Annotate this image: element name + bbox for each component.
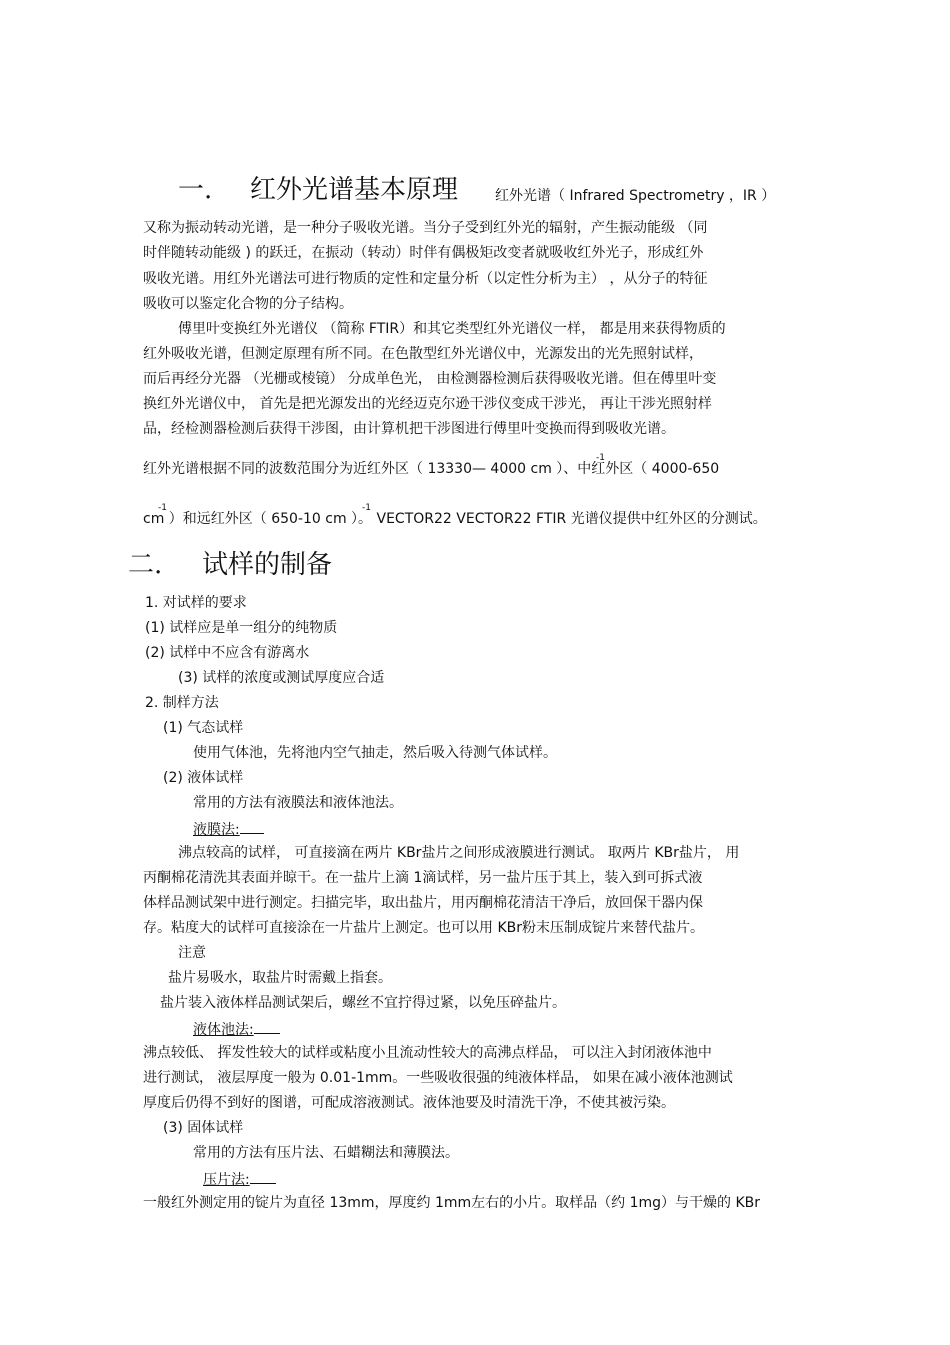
paragraph-line: 存。粘度大的试样可直接涂在一片盐片上测定。也可以用 KBr粉末压制成锭片来替代盐片。 <box>143 920 704 936</box>
paragraph-line: 进行测试， 液层厚度一般为 0.01-1mm。一些吸收很强的纯液体样品， 如果在减小液体池测试 <box>143 1070 733 1086</box>
paragraph-line: 吸收可以鉴定化合物的分子结构。 <box>143 296 353 312</box>
list-item: (2) 液体试样 <box>163 770 244 786</box>
paragraph-line: 傅里叶变换红外光谱仪 （简称 FTIR）和其它类型红外光谱仪一样， 都是用来获得物质的 <box>178 321 726 337</box>
note-item: 盐片装入液体样品测试架后，螺丝不宜拧得过紧，以免压碎盐片。 <box>160 995 566 1011</box>
superscript: -1 <box>596 453 605 463</box>
liquid-cell-label: 液体池法: <box>193 1022 254 1038</box>
list-item: (1) 试样应是单一组分的纯物质 <box>145 620 338 636</box>
section2-number: 二. <box>128 550 163 580</box>
paragraph-line: 一般红外测定用的锭片为直径 13mm，厚度约 1mm左右的小片。取样品（约 1mg）与干燥的 KBr <box>143 1195 761 1211</box>
paragraph-line: 换红外光谱仪中， 首先是把光源发出的光经迈克尔逊干涉仪变成干涉光， 再让干涉光照射样 <box>143 396 712 412</box>
list-item: (3) 试样的浓度或测试厚度应合适 <box>178 670 385 686</box>
paragraph-line: 沸点较高的试样， 可直接滴在两片 KBr盐片之间形成液膜进行测试。 取两片 KBr盐片， 用 <box>178 845 740 861</box>
paragraph-line: 沸点较低、 挥发性较大的试样或粘度小且流动性较大的高沸点样品， 可以注入封闭液体池中 <box>143 1045 712 1061</box>
list-item: 常用的方法有压片法、石蜡糊法和薄膜法。 <box>193 1145 459 1161</box>
list-item: 2. 制样方法 <box>145 695 219 711</box>
list-item: 常用的方法有液膜法和液体池法。 <box>193 795 403 811</box>
liquid-film-heading <box>193 819 264 839</box>
list-item: (1) 气态试样 <box>163 720 244 736</box>
paragraph-line: 丙酮棉花清洗其表面并晾干。在一盐片上滴 1滴试样，另一盐片压于其上，装入到可拆式液 <box>143 870 703 886</box>
pellet-label: 压片法: <box>203 1172 250 1188</box>
note-label: 注意 <box>178 945 206 961</box>
list-item: 使用气体池，先将池内空气抽走，然后吸入待测气体试样。 <box>193 745 557 761</box>
underline-pad <box>240 819 264 834</box>
paragraph-line: 红外吸收光谱，但测定原理有所不同。在色散型红外光谱仪中，光源发出的光先照射试样， <box>143 346 703 362</box>
list-item: (3) 固体试样 <box>163 1120 244 1136</box>
paragraph-line: 吸收光谱。用红外光谱法可进行物质的定性和定量分析（以定性分析为主） ，从分子的特征 <box>143 271 708 287</box>
list-item: 1. 对试样的要求 <box>145 595 247 611</box>
paragraph-line: 品，经检测器检测后获得干涉图，由计算机把干涉图进行傅里叶变换而得到吸收光谱。 <box>143 421 675 437</box>
section2-title: 试样的制备 <box>202 550 333 580</box>
paragraph-line: 而后再经分光器 （光栅或棱镜） 分成单色光， 由检测器检测后获得吸收光谱。但在傅里叶变 <box>143 371 717 387</box>
paragraph-line: 红外光谱根据不同的波数范围分为近红外区（ 13330— 4000 cm ）、中红外区（ 4000-650 <box>143 461 720 477</box>
pellet-heading <box>203 1169 276 1189</box>
list-item: (2) 试样中不应含有游离水 <box>145 645 310 661</box>
superscript: -1 <box>362 503 371 513</box>
paragraph-line: 又称为振动转动光谱，是一种分子吸收光谱。当分子受到红外光的辐射，产生振动能级 （同 <box>143 220 708 236</box>
section1-number: 一. <box>178 175 213 205</box>
paragraph-line: 时伴随转动能级 ) 的跃迁，在振动（转动）时伴有偶极矩改变者就吸收红外光子，形成红外 <box>143 245 704 261</box>
liquid-film-label: 液膜法: <box>193 822 240 838</box>
underline-pad <box>250 1169 276 1184</box>
section1-title: 红外光谱基本原理 <box>250 175 459 205</box>
underline-pad <box>254 1019 280 1034</box>
section1-intro: 红外光谱（ Infrared Spectrometry ，IR ） <box>495 188 776 204</box>
paragraph-line: 体样品测试架中进行测定。扫描完毕，取出盐片，用丙酮棉花清洁干净后，放回保干器内保 <box>143 895 703 911</box>
superscript: -1 <box>158 503 167 513</box>
paragraph-line: cm ）和远红外区（ 650-10 cm ）。 VECTOR22 VECTOR22 FTIR 光谱仪提供中红外区的分测试。 <box>143 511 767 527</box>
liquid-cell-heading <box>193 1019 280 1039</box>
note-item: 盐片易吸水，取盐片时需戴上指套。 <box>168 970 392 986</box>
paragraph-line: 厚度后仍得不到好的图谱，可配成溶液测试。液体池要及时清洗干净，不使其被污染。 <box>143 1095 675 1111</box>
